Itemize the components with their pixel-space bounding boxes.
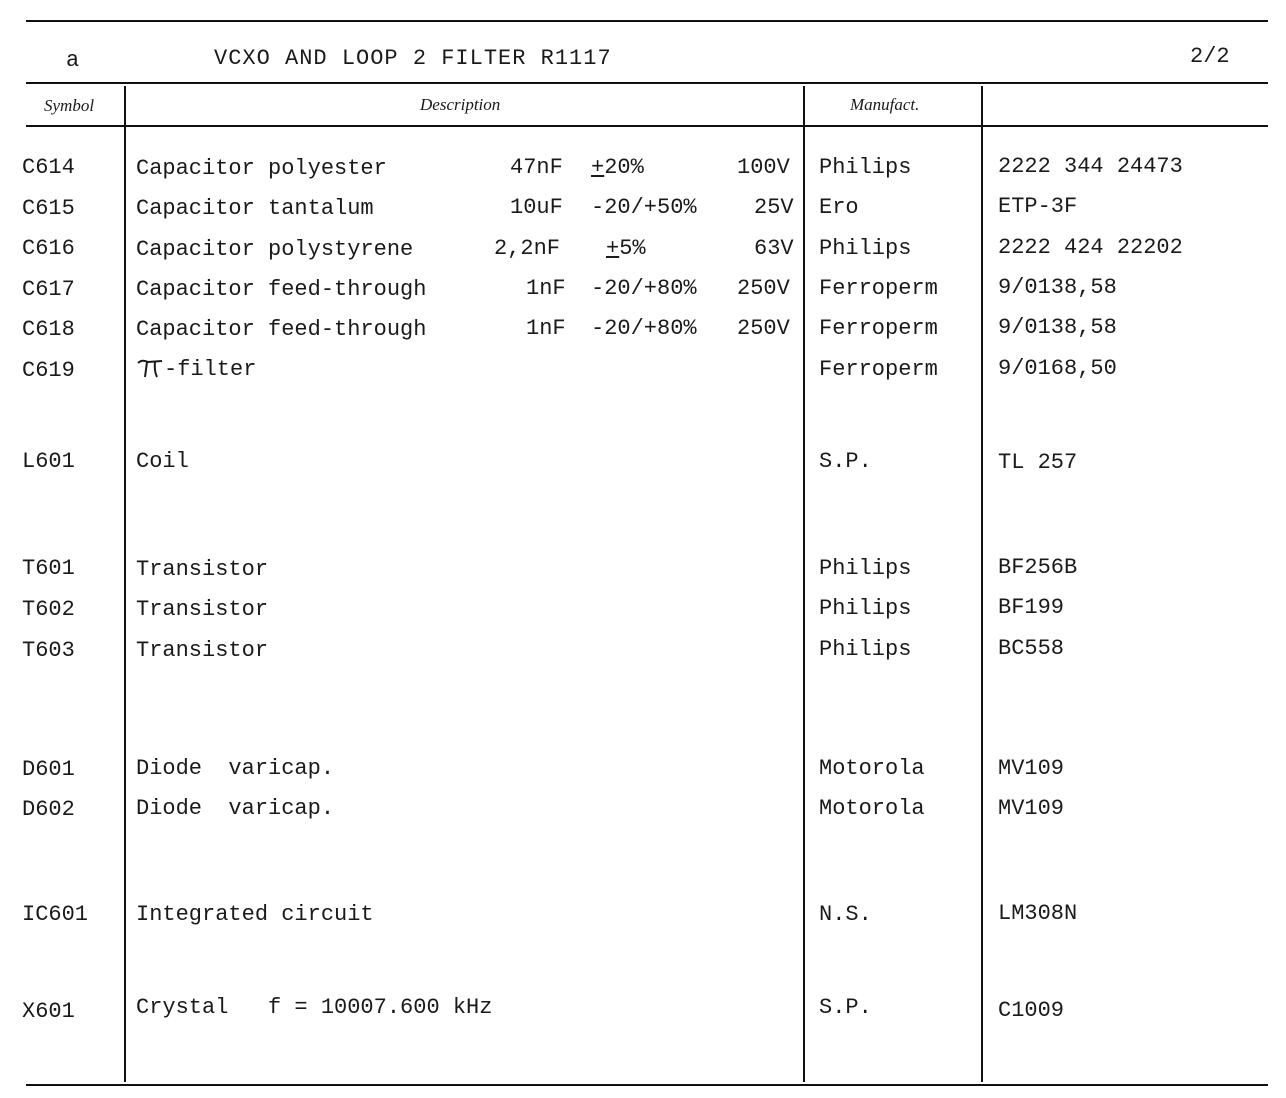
row-symbol: X601 <box>22 999 75 1024</box>
row-manufacturer: Ferroperm <box>819 316 938 341</box>
row-manufacturer: Ferroperm <box>819 276 938 301</box>
row-value: 1nF <box>526 316 566 341</box>
row-code: MV109 <box>998 796 1065 821</box>
row-tolerance: -20/+50% <box>591 195 697 220</box>
row-code: 9/0138,58 <box>998 315 1117 340</box>
row-symbol: IC601 <box>22 902 89 927</box>
row-description: Integrated circuit <box>136 902 374 927</box>
row-description: Capacitor polyester <box>136 156 387 181</box>
top-rule <box>26 20 1268 22</box>
row-symbol: C617 <box>22 277 75 302</box>
row-symbol: C615 <box>22 196 75 221</box>
row-manufacturer: Motorola <box>819 756 925 781</box>
description-col-divider <box>803 86 805 1082</box>
col-header-description: Description <box>420 95 501 114</box>
col-header-manufacturer: Manufact. <box>850 95 920 114</box>
row-code: TL 257 <box>998 450 1078 475</box>
row-tolerance <box>606 236 646 262</box>
row-voltage: 250V <box>737 316 790 341</box>
row-symbol: C616 <box>22 236 75 261</box>
row-description: Transistor <box>136 557 269 582</box>
row-value: 1nF <box>526 276 566 301</box>
row-description: Capacitor feed-through <box>136 317 427 342</box>
row-symbol: T603 <box>22 638 75 663</box>
row-voltage: 250V <box>737 276 790 301</box>
row-symbol: D601 <box>22 757 75 782</box>
row-code: 9/0138,58 <box>998 275 1117 300</box>
header-rule <box>26 125 1268 127</box>
row-description: -filter <box>164 357 257 382</box>
row-description: Diode varicap. <box>136 756 335 781</box>
row-tolerance-value: 20% <box>604 155 644 180</box>
row-description: Capacitor polystyrene <box>136 237 414 262</box>
row-description: Coil <box>136 449 189 474</box>
row-symbol: T602 <box>22 597 75 622</box>
row-symbol: C619 <box>22 358 75 383</box>
row-code: 2222 344 24473 <box>998 154 1183 179</box>
row-description-wrap <box>136 357 256 383</box>
row-description: Transistor <box>136 638 269 663</box>
col-header-symbol: Symbol <box>44 96 95 115</box>
row-manufacturer: Philips <box>819 155 912 180</box>
row-manufacturer: S.P. <box>819 449 872 474</box>
row-code: C1009 <box>998 998 1065 1023</box>
row-voltage: 25V <box>754 195 794 220</box>
plus-minus-sign: + <box>591 155 605 180</box>
symbol-col-divider <box>124 86 126 1082</box>
row-code: 2222 424 22202 <box>998 235 1183 260</box>
manufacturer-col-divider <box>981 86 983 1082</box>
row-value: 10uF <box>510 195 563 220</box>
row-symbol: C618 <box>22 317 75 342</box>
row-voltage: 100V <box>737 155 790 180</box>
row-code: BF199 <box>998 595 1065 620</box>
section-letter: a <box>66 48 80 73</box>
row-manufacturer: Philips <box>819 596 912 621</box>
title-rule <box>26 82 1268 84</box>
row-code: ETP-3F <box>998 194 1078 219</box>
row-code: 9/0168,50 <box>998 356 1117 381</box>
page-title: VCXO AND LOOP 2 FILTER R1117 <box>214 46 612 71</box>
row-description: Transistor <box>136 597 269 622</box>
page-number: 2/2 <box>1190 44 1230 69</box>
pi-filter-icon <box>136 357 164 379</box>
row-symbol: L601 <box>22 449 75 474</box>
row-code: BF256B <box>998 555 1078 580</box>
row-symbol: T601 <box>22 556 75 581</box>
row-manufacturer: Ferroperm <box>819 357 938 382</box>
row-code: BC558 <box>998 636 1065 661</box>
row-code: MV109 <box>998 756 1065 781</box>
row-manufacturer: Philips <box>819 236 912 261</box>
row-manufacturer: Ero <box>819 195 859 220</box>
plus-minus-sign: + <box>606 236 620 261</box>
row-symbol: D602 <box>22 797 75 822</box>
row-description: Capacitor feed-through <box>136 277 427 302</box>
row-manufacturer: S.P. <box>819 995 872 1020</box>
row-tolerance: -20/+80% <box>591 276 697 301</box>
row-manufacturer: Philips <box>819 556 912 581</box>
row-value: 47nF <box>510 155 563 180</box>
row-tolerance <box>591 155 644 181</box>
row-description: Crystal f = 10007.600 kHz <box>136 995 493 1020</box>
row-description: Capacitor tantalum <box>136 196 374 221</box>
row-manufacturer: Philips <box>819 637 912 662</box>
row-tolerance-value: 5% <box>619 236 646 261</box>
row-value: 2,2nF <box>494 236 561 261</box>
row-code: LM308N <box>998 901 1078 926</box>
row-tolerance: -20/+80% <box>591 316 697 341</box>
row-voltage: 63V <box>754 236 794 261</box>
row-manufacturer: Motorola <box>819 796 925 821</box>
bottom-rule <box>26 1084 1268 1086</box>
row-manufacturer: N.S. <box>819 902 872 927</box>
row-description: Diode varicap. <box>136 796 335 821</box>
row-symbol: C614 <box>22 155 75 180</box>
